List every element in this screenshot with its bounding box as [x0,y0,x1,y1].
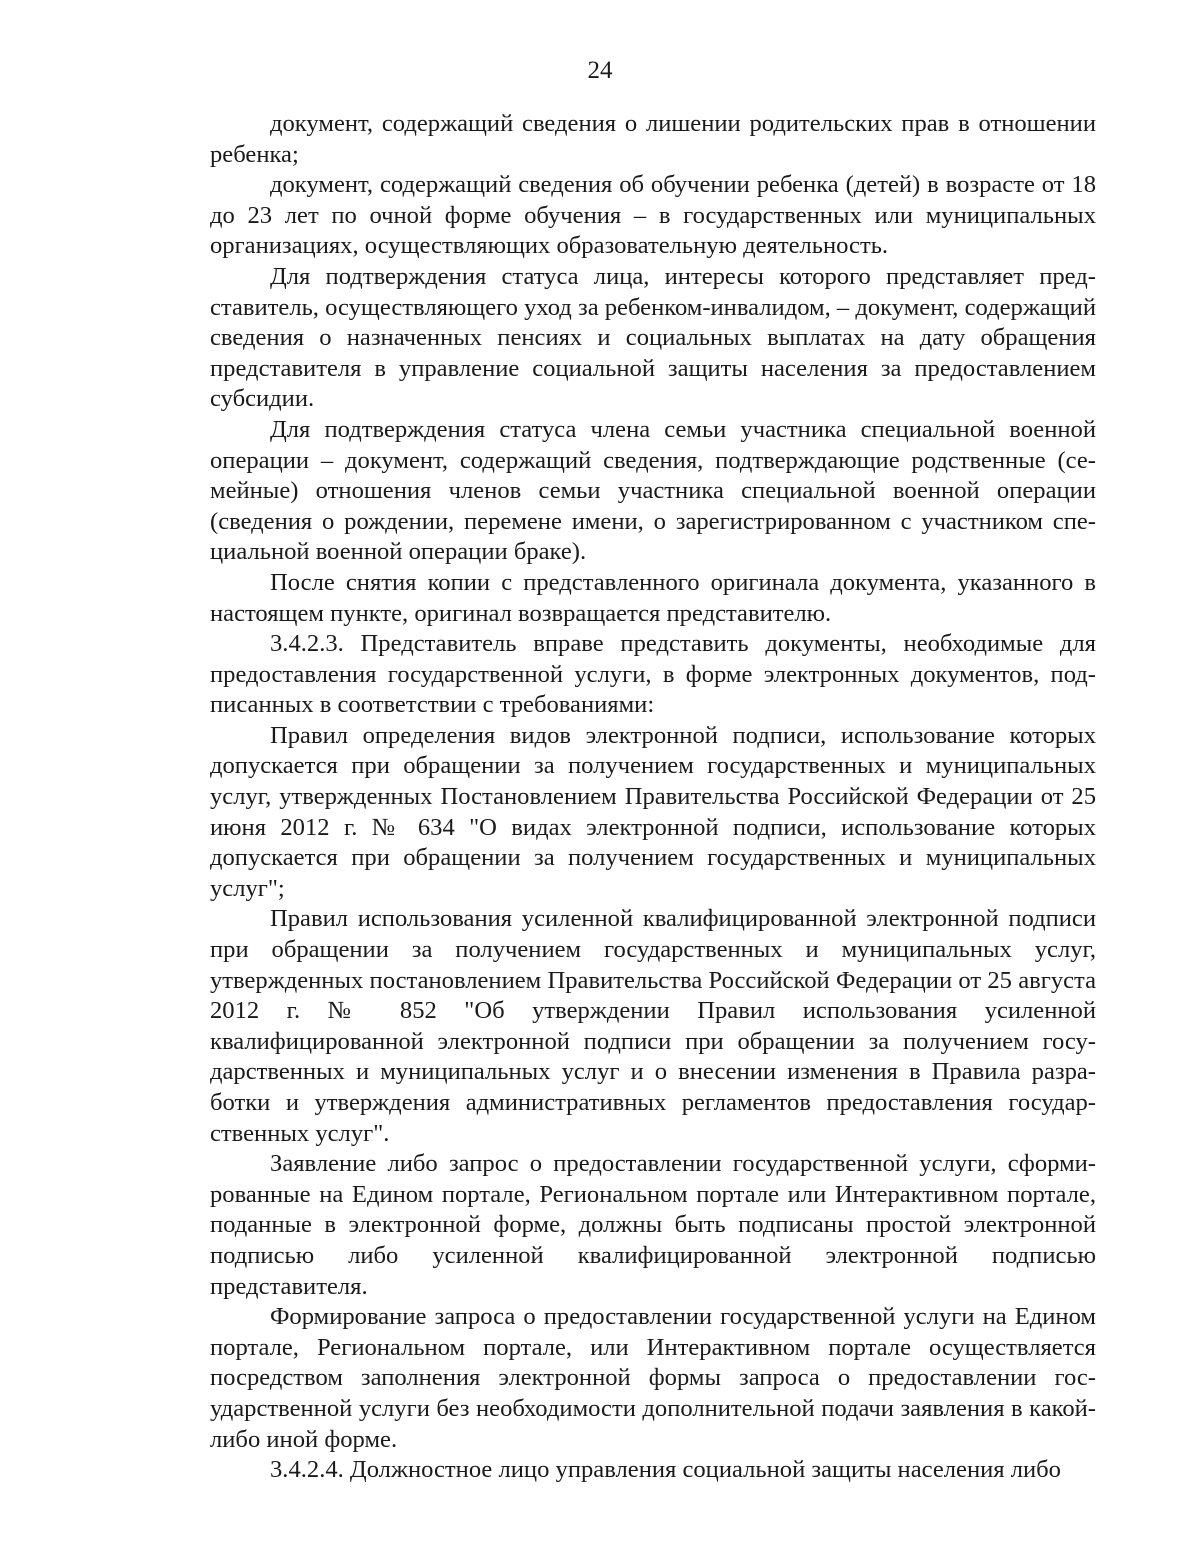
paragraph-6: 3.4.2.3. Представитель вправе представить документы, необходимые для предоставления государственной услуги, в форме электронных документов, подписанных в соответствии с требованиями: [210,630,1096,719]
paragraph-3: Для подтверждения статуса лица, интересы которого представляет представитель, осуществляющего уход за ребенком-инвалидом, – документ, содержащий сведения о назначенных пенсиях и социальных выплатах на дату обращения представителя в управление социальной защиты населения за предоставлением субсидии. [210,262,1096,413]
paragraph-9: Заявление либо запрос о предоставлении государственной услуги, сформированные на Едином портале, Региональном портале или Интерактивном портале, поданные в электронной форме, должны быть подписаны простой электронной подписью либо усиленной квалифицированной электронной подписью представителя. [210,1150,1096,1300]
paragraph-5: После снятия копии с представленного оригинала документа, указанного в настоящем пункте, оригинал возвращается представителю. [210,568,1096,627]
paragraph-8: Правил использования усиленной квалифицированной электронной подписи при обращении за получением государственных и муниципальных услуг, утвержденных постановлением Правительства Российской Федерации от 25 августа 2012 г. № 852 "Об утверждении Правил использования усиленной квалифицированной электронной подписи при обращении за получением государственных и муниципальных услуг и о внесении изменения в Правила разработки и утверждения административных регламентов предоставления государственных услуг". [210,905,1096,1147]
paragraph-4: Для подтверждения статуса члена семьи участника специальной военной операции – документ, содержащий сведения, подтверждающие родственные (семейные) отношения членов семьи участника специальной военной операции (сведения о рождении, перемене имени, о зарегистрированном с участником специальной военной операции браке). [210,415,1096,566]
paragraph-11: 3.4.2.4. Должностное лицо управления социальной защиты населения либо [270,1456,1061,1484]
document-body [210,109,1096,1486]
paragraph-7: Правил определения видов электронной подписи, использование которых допускается при обращении за получением государственных и муниципальных услуг, утвержденных Постановлением Правительства Российской Федерации от 25 июня 2012 г. № 634 "О видах электронной подписи, использование которых допускается при обращении за получением государственных и муниципальных услуг"; [210,721,1096,902]
paragraph-2: документ, содержащий сведения об обучении ребенка (детей) в возрасте от 18 до 23 лет по очной форме обучения – в государственных или муниципальных организациях, осуществляющих образовательную деятельность. [210,171,1096,260]
page-number: 24 [587,57,613,84]
paragraph-10: Формирование запроса о предоставлении государственной услуги на Едином портале, Региональном портале, или Интерактивном портале осуществляется посредством заполнения электронной формы запроса о предоставлении государственной услуги без необходимости дополнительной подачи заявления в какой-либо иной форме. [210,1303,1096,1453]
paragraph-1: документ, содержащий сведения о лишении родительских прав в отношении ребенка; [210,110,1096,168]
